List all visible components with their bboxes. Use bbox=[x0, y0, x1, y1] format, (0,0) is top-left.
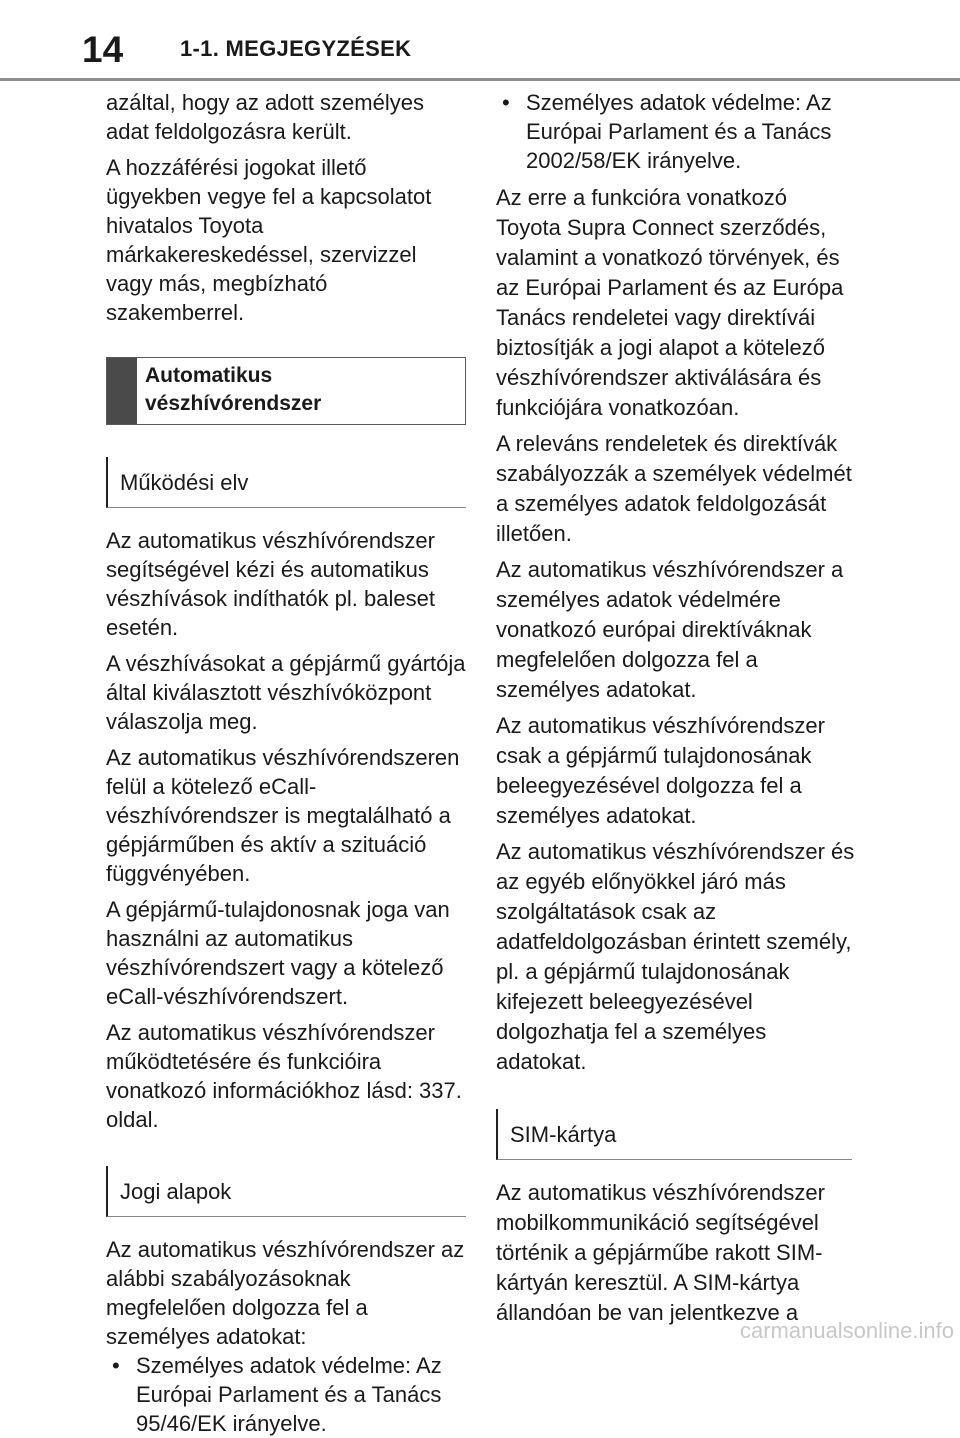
subheading-mukodesi-elv: Működési elv bbox=[106, 457, 466, 508]
list-item bbox=[106, 1351, 466, 1438]
paragraph: azáltal, hogy az adott személyes adat feldolgozásra került. bbox=[106, 90, 424, 144]
bullet-list bbox=[106, 1351, 466, 1438]
bullet-marker: • bbox=[502, 90, 510, 115]
page-header bbox=[0, 0, 960, 80]
list-item bbox=[496, 88, 856, 175]
paragraph: A hozzáférési jogokat illető ügyekben vegye fel a kapcsolatot hivatalos Toyota márkakereskedéssel, szervizzel vagy más, megbízható szakemberrel. bbox=[106, 155, 432, 325]
paragraph: Az automatikus vészhívórendszer mobilkommunikáció segítségével történik a gépjárműbe rakott SIM-kártyán keresztül. A SIM-kártya állandóan be van jelentkezve a bbox=[496, 1180, 825, 1325]
paragraph: Az automatikus vészhívórendszer és az egyéb előnyökkel járó más szolgáltatások csak az adatfeldolgozásban érintett személy, pl. a gépjármű tulajdonosának kifejezett beleegyezésével dolgozhatja fel a személyes adatokat. bbox=[496, 839, 855, 1074]
paragraph: A vészhívásokat a gépjármű gyártója által kiválasztott vészhívóközpont válaszolja meg. bbox=[106, 651, 466, 734]
paragraph: Az automatikus vészhívórendszer a személyes adatok védelmére vonatkozó európai direktíváknak megfelelően dolgozza fel a személyes adatokat. bbox=[496, 557, 844, 702]
header-rule bbox=[0, 78, 960, 81]
paragraph: Az automatikus vészhívórendszer az alábbi szabályozásoknak megfelelően dolgozza fel a személyes adatokat: bbox=[106, 1237, 465, 1349]
section-heading-bar bbox=[107, 358, 137, 424]
paragraph: A gépjármű-tulajdonosnak joga van használni az automatikus vészhívórendszert vagy a kötelező eCall-vészhívórendszert. bbox=[106, 897, 450, 1009]
bullet-list bbox=[496, 88, 856, 175]
list-item-text: Személyes adatok védelme: Az Európai Parlament és a Tanács 2002/58/EK irányelve. bbox=[526, 90, 832, 173]
section-heading-box bbox=[106, 357, 466, 425]
left-column bbox=[106, 88, 466, 1438]
paragraph: Az automatikus vészhívórendszer segítségével kézi és automatikus vészhívások indíthatók pl. baleset esetén. bbox=[106, 528, 435, 640]
section-title-line: Automatikus bbox=[145, 364, 273, 387]
paragraph: Az automatikus vészhívórendszeren felül a kötelező eCall-vészhívórendszer is megtalálható a gépjárműben és aktív a szituáció függvényében. bbox=[106, 745, 460, 886]
subheading-sim-kartya: SIM-kártya bbox=[496, 1109, 852, 1160]
paragraph: A releváns rendeletek és direktívák szabályozzák a személyek védelmét a személyes adatok feldolgozását illetően. bbox=[496, 431, 852, 546]
paragraph: Az automatikus vészhívórendszer csak a gépjármű tulajdonosának beleegyezésével dolgozza fel a személyes adatokat. bbox=[496, 713, 825, 828]
paragraph: Az automatikus vészhívórendszer működtetésére és funkcióira vonatkozó információkhoz lásd: 337. oldal. bbox=[106, 1020, 462, 1132]
page-number: 14 bbox=[82, 29, 124, 70]
section-title bbox=[137, 358, 329, 424]
chapter-title: 1-1. MEGJEGYZÉSEK bbox=[180, 36, 412, 61]
list-item-text: Személyes adatok védelme: Az Európai Parlament és a Tanács 95/46/EK irányelve. bbox=[136, 1353, 442, 1436]
watermark: carmanualsonline.info bbox=[739, 1318, 954, 1343]
subheading-jogi-alapok: Jogi alapok bbox=[106, 1166, 466, 1217]
bullet-marker: • bbox=[112, 1353, 120, 1378]
paragraph: Az erre a funkcióra vonatkozó Toyota Supra Connect szerződés, valamint a vonatkozó törvények, és az Európai Parlament és az Európa Tanács rendeletei vagy direktívái biztosítják a jogi alapot a kötelező vészhívórendszer aktiválására és funkciójára vonatkozóan. bbox=[496, 185, 844, 420]
section-title-line: vészhívórendszer bbox=[145, 392, 322, 415]
right-column bbox=[496, 88, 856, 1334]
